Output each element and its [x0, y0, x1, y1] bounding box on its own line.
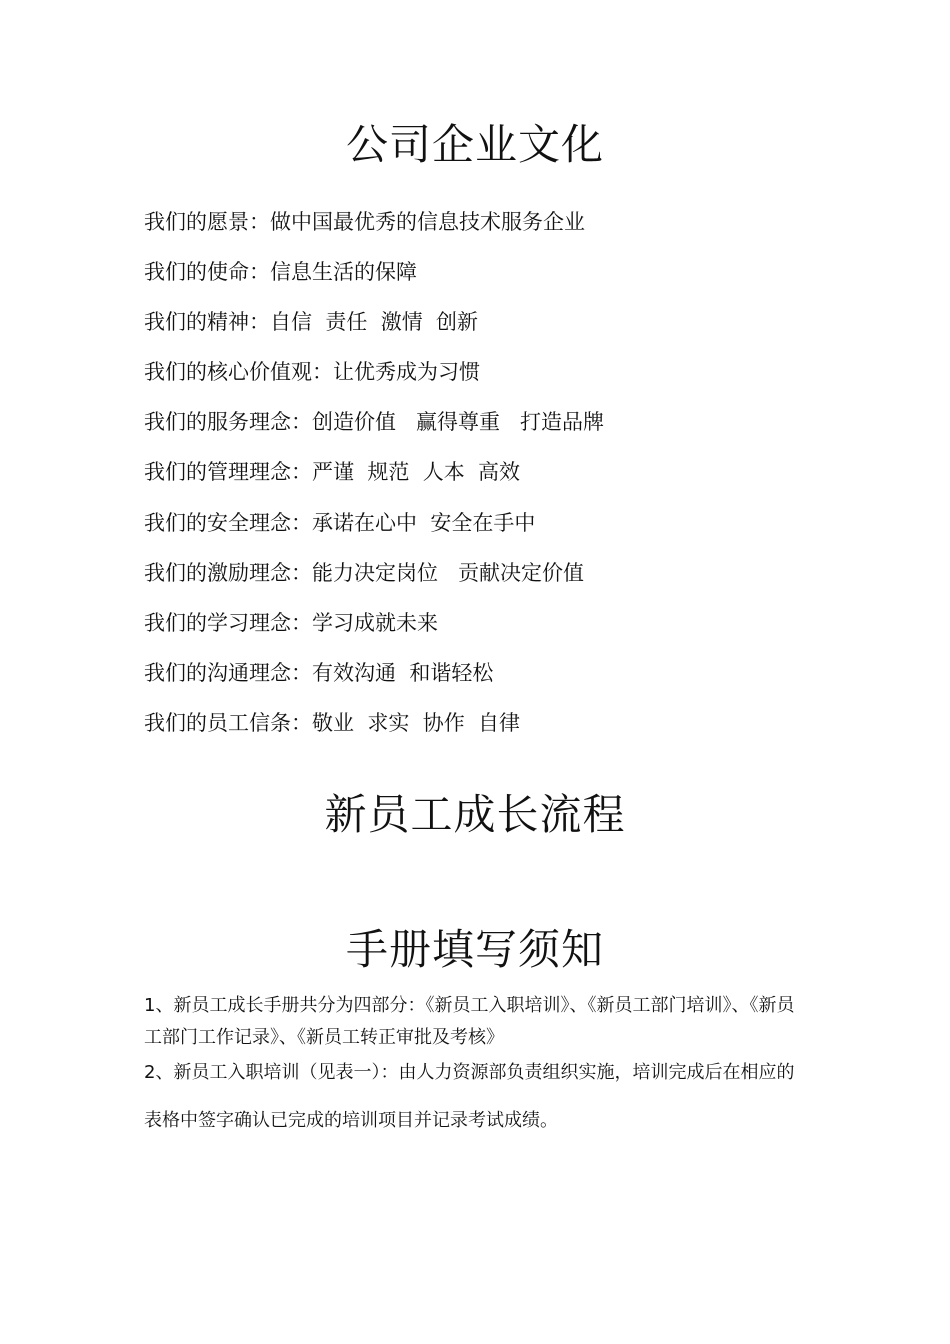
culture-item-core-values: 我们的核心价值观：让优秀成为习惯: [144, 360, 480, 385]
notice-title: 手册填写须知: [345, 925, 604, 974]
culture-item-safety: 我们的安全理念：承诺在心中 安全在手中: [144, 510, 536, 535]
culture-title: 公司企业文化: [345, 120, 604, 169]
culture-item-creed: 我们的员工信条：敬业 求实 协作 自律: [144, 710, 521, 735]
culture-item-communication: 我们的沟通理念：有效沟通 和谐轻松: [144, 660, 494, 685]
culture-list: [144, 207, 604, 758]
notice-paragraph-2: 2、新员工入职培训（见表一）：由人力资源部负责组织实施，培训完成后在相应的表格中签字确认已完成的培训项目并记录考试成绩。: [144, 1062, 795, 1131]
notice-paragraph-1: 1、新员工成长手册共分为四部分：《新员工入职培训》、《新员工部门培训》、《新员工部门工作记录》、《新员工转正审批及考核》: [144, 995, 795, 1048]
culture-item-vision: 我们的愿景：做中国最优秀的信息技术服务企业: [144, 210, 585, 234]
notice-body: [144, 990, 809, 1152]
culture-item-spirit: 我们的精神：自信 责任 激情 创新: [144, 310, 479, 335]
culture-item-management: 我们的管理理念：严谨 规范 人本 高效: [144, 460, 521, 485]
culture-item-incentive: 我们的激励理念：能力决定岗位 贡献决定价值: [144, 560, 585, 585]
culture-item-service: 我们的服务理念：创造价值 赢得尊重 打造品牌: [144, 410, 605, 435]
culture-item-mission: 我们的使命：信息生活的保障: [144, 260, 417, 285]
growth-process-title: 新员工成长流程: [324, 790, 626, 839]
culture-item-learning: 我们的学习理念：学习成就未来: [144, 610, 438, 635]
